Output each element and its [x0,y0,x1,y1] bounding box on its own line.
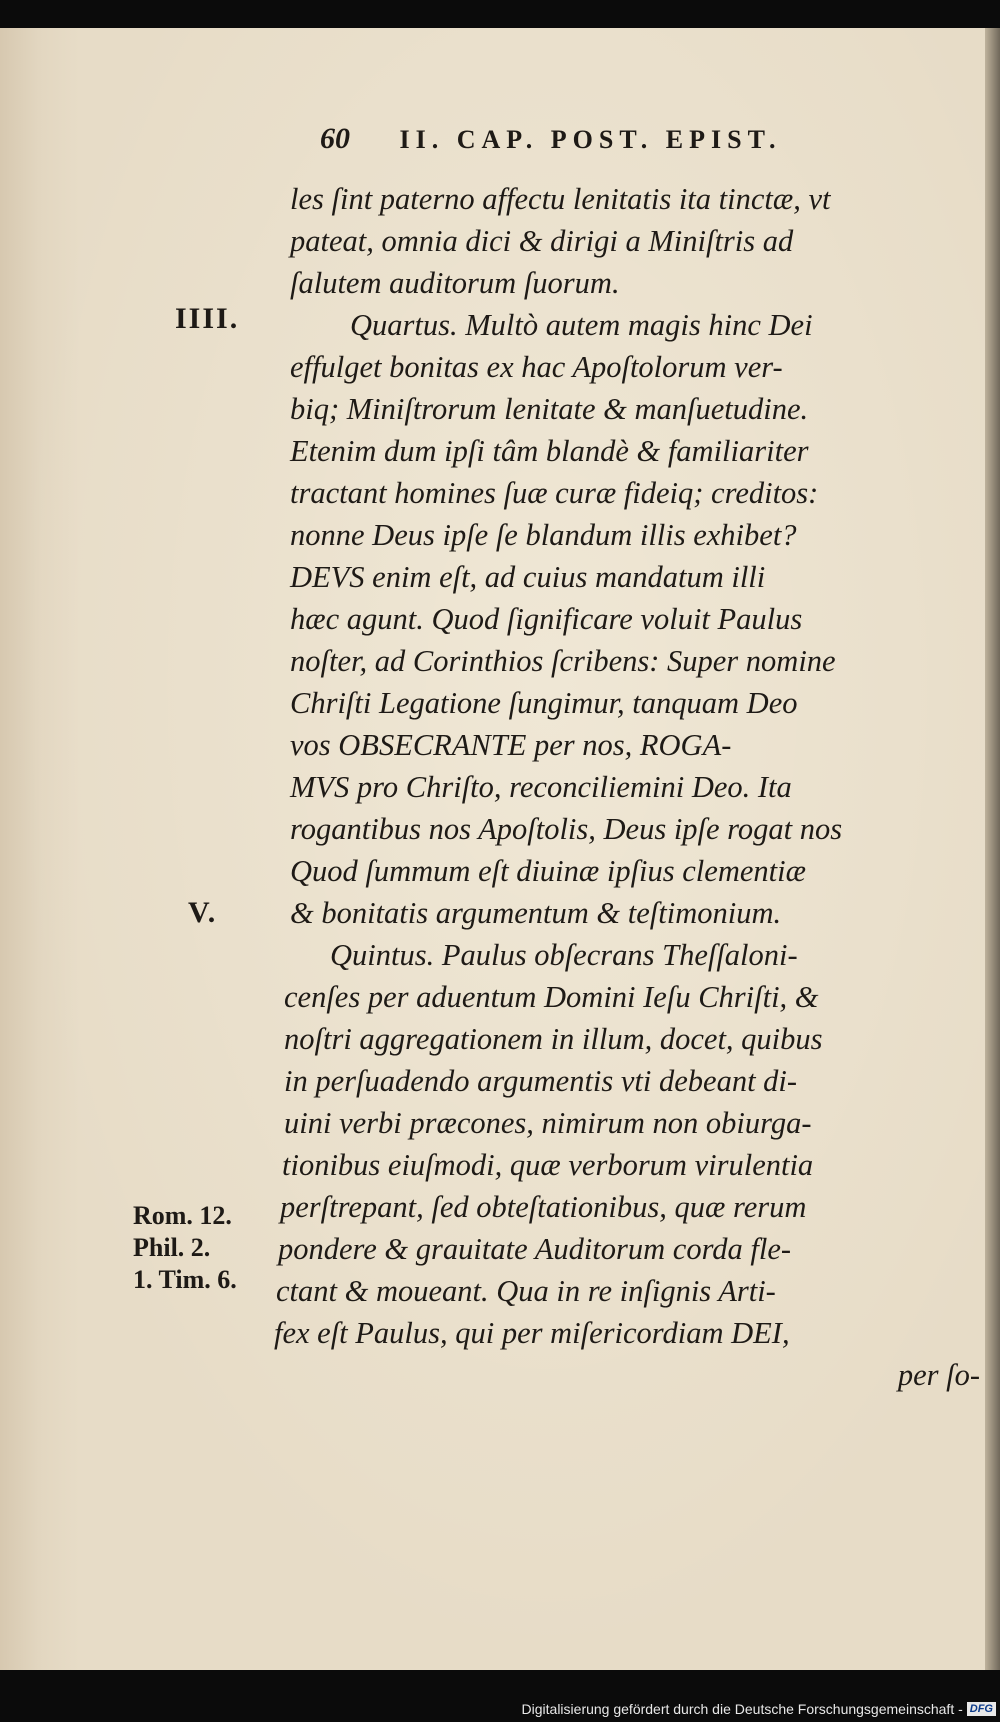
text-line: pateat, omnia dici & dirigi a Miniſtris ad [290,224,794,258]
text-line: nonne Deus ipſe ſe blandum illis exhibet? [290,518,797,552]
text-line: DEVS enim eſt, ad cuius mandatum illi [290,560,766,594]
text-line: Chriſti Legatione ſungimur, tanquam Deo [290,686,798,720]
text-line: vos OBSECRANTE per nos, ROGA- [290,728,732,762]
text-line: perſtrepant, ſed obteſtationibus, quæ rerum [280,1190,807,1224]
text-line: pondere & grauitate Auditorum corda fle- [278,1232,792,1266]
text-line: Etenim dum ipſi tâm blandè & familiariter [290,434,809,468]
page-edge [985,28,1000,1670]
running-title: II. CAP. POST. EPIST. [399,125,782,154]
text-line: rogantibus nos Apoſtolis, Deus ipſe rogat nos [290,812,843,846]
margin-ref: Phil. 2. [133,1233,211,1262]
margin-ref: Rom. 12. [133,1201,232,1230]
text-line: effulget bonitas ex hac Apoſtolorum ver- [290,350,783,384]
text-line: ſalutem auditorum ſuorum. [290,266,620,300]
page-number: 60 [320,122,350,155]
page-header [320,122,880,162]
text-line: les ſint paterno affectu lenitatis ita tinctæ, vt [290,182,831,216]
text-line: tionibus eiuſmodi, quæ verborum virulentia [282,1148,814,1182]
body-text [274,178,980,1396]
text-line: & bonitatis argumentum & teſtimonium. [290,896,782,930]
text-line: uini verbi præcones, nimirum non obiurga- [284,1106,812,1140]
text-line: ctant & moueant. Qua in re inſignis Arti- [276,1274,776,1308]
text-line: cenſes per aduentum Domini Ieſu Chriſti, & [284,980,819,1014]
text-line: MVS pro Chriſto, reconciliemini Deo. Ita [290,770,792,804]
catchword: per ſo- [897,1358,980,1392]
margin-ref: 1. Tim. 6. [133,1265,237,1294]
text-line: biq; Miniſtrorum lenitate & manſuetudine. [290,392,809,426]
margin-references [133,1200,293,1296]
margin-number-v: V. [188,896,218,929]
text-line: Quintus. Paulus obſecrans Theſſaloni- [330,938,798,972]
text-line: tractant homines ſuæ curæ fideiq; creditos: [290,476,819,510]
text-line: Quartus. Multò autem magis hinc Dei [350,308,813,342]
margin-number-iiii: IIII. [175,302,240,335]
dfg-logo: DFG [967,1702,996,1716]
text-line: noſter, ad Corinthios ſcribens: Super nomine [290,644,836,678]
text-line: in perſuadendo argumentis vti debeant di- [284,1064,798,1098]
text-line: Quod ſummum eſt diuinæ ipſius clementiæ [290,854,806,888]
text-line: fex eſt Paulus, qui per miſericordiam DEI, [274,1316,790,1350]
text-line: hæc agunt. Quod ſignificare voluit Paulus [290,602,803,636]
text-line: noſtri aggregationem in illum, docet, quibus [284,1022,823,1056]
digitization-credit [522,1700,996,1718]
credit-text: Digitalisierung gefördert durch die Deutsche Forschungsgemeinschaft - [521,1701,963,1717]
